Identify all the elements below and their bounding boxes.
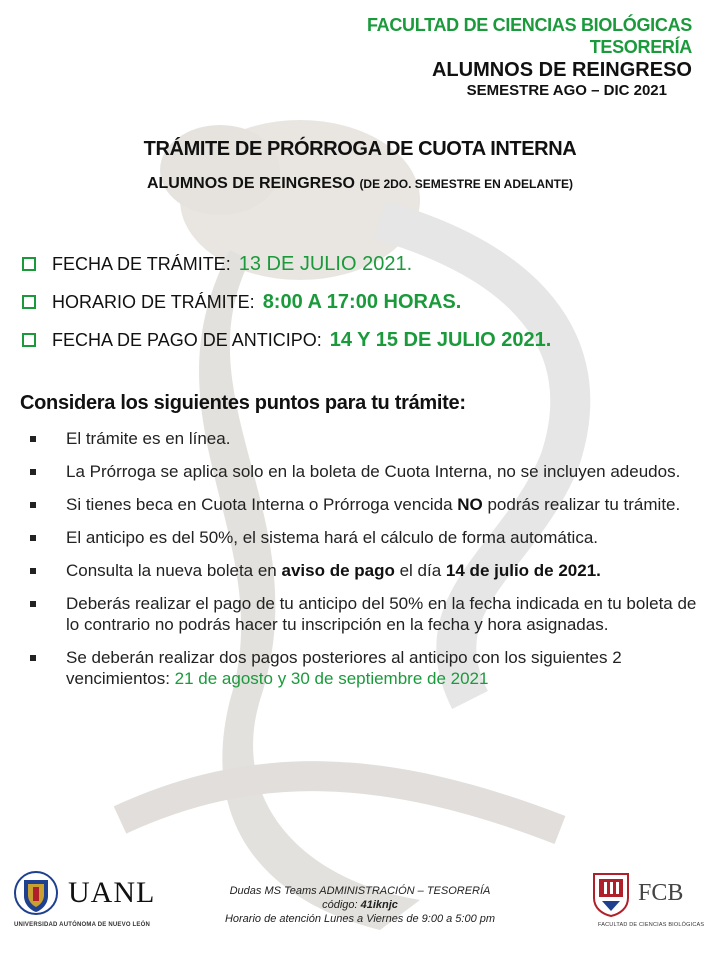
fcb-logo bbox=[590, 868, 683, 918]
list-item bbox=[30, 647, 700, 689]
fcb-shield-icon bbox=[590, 868, 632, 918]
list-item-text bbox=[66, 494, 700, 515]
list-item bbox=[30, 593, 700, 635]
square-bullet-icon bbox=[30, 655, 36, 661]
subtitle-main: ALUMNOS DE REINGRESO bbox=[146, 175, 355, 192]
fcb-logo-text: FCB bbox=[638, 879, 684, 906]
square-bullet-icon bbox=[30, 436, 36, 442]
key-facts-list bbox=[22, 245, 551, 359]
uanl-logo-text: UANL bbox=[68, 876, 156, 909]
list-item-text: El trámite es en línea. bbox=[66, 429, 231, 448]
fact-item-payment-date bbox=[22, 321, 551, 359]
due-dates-text: 21 de agosto y 30 de septiembre de 2021 bbox=[174, 669, 489, 688]
emphasis-text: NO bbox=[457, 495, 483, 514]
fact-label: HORARIO DE TRÁMITE: bbox=[52, 291, 255, 312]
list-item bbox=[30, 494, 700, 515]
teams-code-line bbox=[200, 898, 520, 912]
square-bullet-icon bbox=[30, 601, 36, 607]
office-hours: Horario de atención Lunes a Viernes de 9:00 a 5:00 pm bbox=[224, 913, 496, 925]
checkbox-bullet-icon bbox=[22, 333, 36, 347]
fact-label: FECHA DE TRÁMITE: bbox=[52, 253, 231, 274]
page-title: TRÁMITE DE PRÓRROGA DE CUOTA INTERNA bbox=[143, 138, 577, 160]
teams-code-label: código: bbox=[322, 899, 361, 911]
fcb-caption: FACULTAD DE CIENCIAS BIOLÓGICAS bbox=[598, 922, 705, 928]
uanl-logo bbox=[14, 868, 155, 918]
list-item-text bbox=[66, 560, 700, 581]
teams-code: 41iknjc bbox=[360, 899, 398, 911]
page-subtitle bbox=[0, 175, 720, 193]
checkbox-bullet-icon bbox=[22, 295, 36, 309]
semester-label: SEMESTRE AGO – DIC 2021 bbox=[466, 82, 667, 99]
text-part: Si tienes beca en Cuota Interna o Prórroga vencida bbox=[66, 495, 458, 514]
contact-line: Dudas MS Teams ADMINISTRACIÓN – TESORERÍA bbox=[229, 885, 491, 897]
uanl-shield-icon bbox=[14, 868, 58, 918]
text-part: podrás realizar tu trámite. bbox=[482, 495, 681, 514]
fact-item-date bbox=[22, 245, 551, 283]
fact-value: 13 DE JULIO 2021. bbox=[238, 252, 413, 275]
list-item bbox=[30, 428, 700, 449]
square-bullet-icon bbox=[30, 502, 36, 508]
square-bullet-icon bbox=[30, 568, 36, 574]
checkbox-bullet-icon bbox=[22, 257, 36, 271]
contact-info bbox=[200, 884, 520, 926]
uanl-caption: UNIVERSIDAD AUTÓNOMA DE NUEVO LEÓN bbox=[14, 922, 151, 928]
square-bullet-icon bbox=[30, 535, 36, 541]
header bbox=[367, 14, 692, 100]
fact-value: 14 Y 15 DE JULIO 2021. bbox=[329, 328, 552, 351]
list-item bbox=[30, 560, 700, 581]
square-bullet-icon bbox=[30, 469, 36, 475]
list-item bbox=[30, 461, 700, 482]
emphasis-date: 14 de julio de 2021. bbox=[445, 561, 601, 580]
emphasis-text: aviso de pago bbox=[281, 561, 395, 580]
subtitle-note: (DE 2DO. SEMESTRE EN ADELANTE) bbox=[359, 177, 574, 191]
text-part: el día bbox=[394, 561, 446, 580]
list-item-text bbox=[66, 647, 700, 689]
fact-item-schedule bbox=[22, 283, 551, 321]
list-item-text: El anticipo es del 50%, el sistema hará el cálculo de forma automática. bbox=[66, 528, 598, 547]
fact-label: FECHA DE PAGO DE ANTICIPO: bbox=[52, 329, 322, 350]
list-item-text: Deberás realizar el pago de tu anticipo del 50% en la fecha indicada en tu boleta de lo contrario no podrás hacer tu inscripción en la fecha y hora asignadas. bbox=[66, 594, 697, 634]
text-part: Se deberán realizar dos pagos posteriores al anticipo con los siguientes 2 vencimientos: bbox=[66, 648, 622, 688]
audience-heading: ALUMNOS DE REINGRESO bbox=[431, 59, 692, 81]
faculty-name: FACULTAD DE CIENCIAS BIOLÓGICAS bbox=[366, 15, 692, 35]
text-part: Consulta la nueva boleta en bbox=[66, 561, 282, 580]
considerations-heading: Considera los siguientes puntos para tu trámite: bbox=[20, 392, 466, 414]
department-name: TESORERÍA bbox=[589, 37, 692, 57]
fact-value: 8:00 A 17:00 HORAS. bbox=[262, 290, 462, 313]
list-item-text: La Prórroga se aplica solo en la boleta de Cuota Interna, no se incluyen adeudos. bbox=[66, 462, 681, 481]
list-item bbox=[30, 527, 700, 548]
considerations-list bbox=[30, 428, 700, 701]
